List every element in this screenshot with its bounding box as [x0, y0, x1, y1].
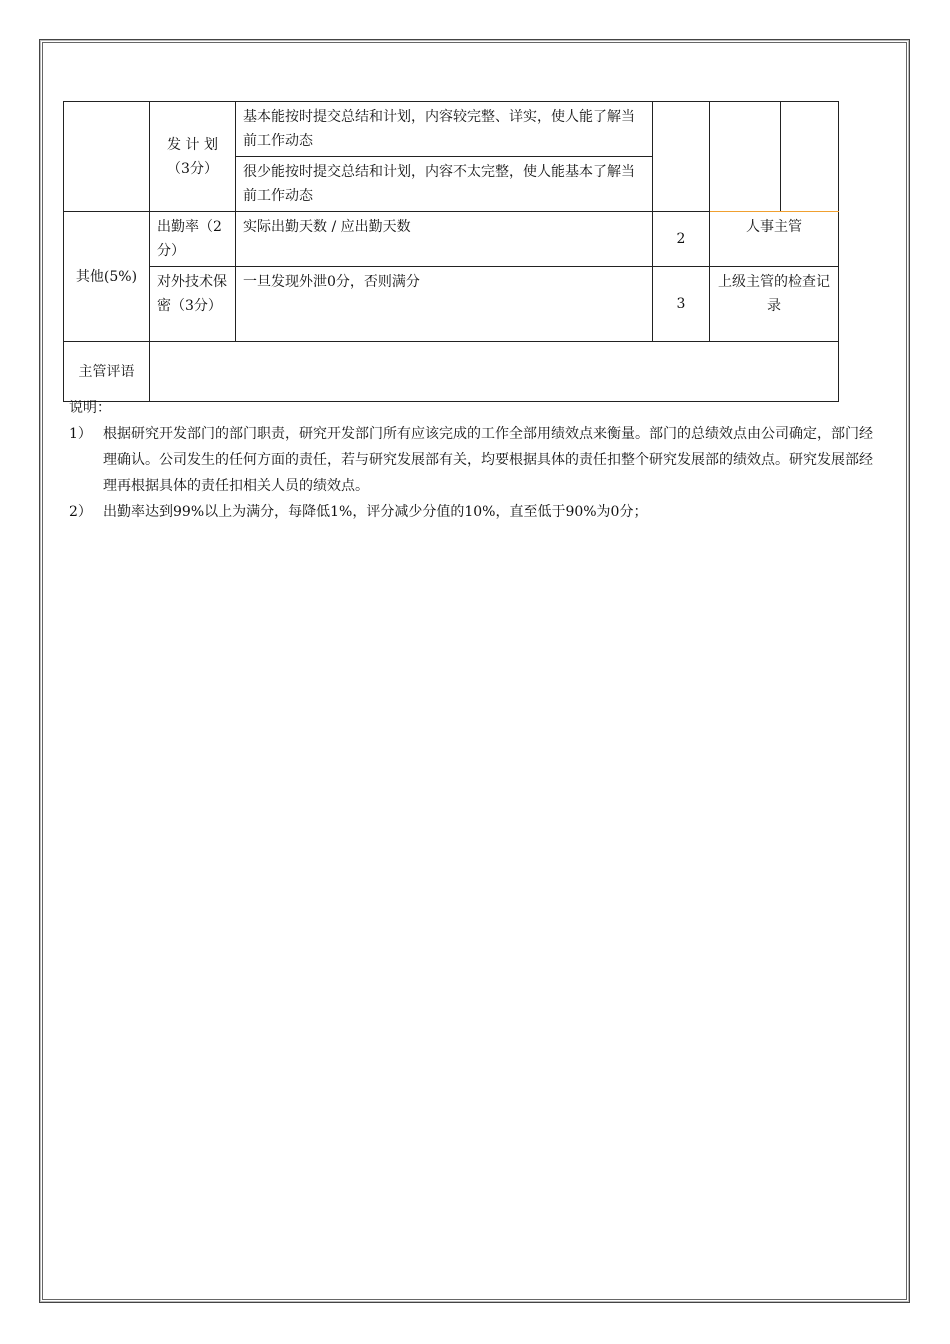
score-attendance: 2	[653, 212, 710, 267]
extra-cell-empty	[781, 102, 839, 212]
note-number: 1）	[69, 426, 92, 442]
criterion-plan	[150, 102, 236, 212]
score-cell-empty	[653, 102, 710, 212]
supervisor-comment-label: 主管评语	[64, 342, 150, 402]
criterion-confidentiality-text: 对外技术保密（3分）	[157, 274, 227, 314]
supervisor-comment-field	[150, 342, 839, 402]
notes-section	[63, 395, 885, 525]
desc-plan-2: 很少能按时提交总结和计划，内容不太完整，使人能基本了解当前工作动态	[236, 157, 653, 212]
assessor-confidentiality: 上级主管的检查记录	[710, 267, 839, 342]
note-item	[63, 421, 885, 499]
desc-attendance: 实际出勤天数 / 应出勤天数	[236, 212, 653, 267]
criterion-attendance	[150, 212, 236, 267]
notes-heading: 说明：	[69, 400, 111, 416]
note-text: 出勤率达到99%以上为满分，每降低1%，评分减少分值的10%，直至低于90%为0分；	[103, 504, 648, 520]
criterion-attendance-text: 出勤率（2分）	[157, 219, 222, 259]
note-item	[63, 499, 885, 525]
assessor-cell-empty	[710, 102, 781, 212]
criterion-plan-text: 发 计 划（3分）	[167, 136, 218, 177]
note-number: 2）	[69, 504, 92, 520]
note-text: 根据研究开发部门的部门职责，研究开发部门所有应该完成的工作全部用绩效点来衡量。部门的总绩效点由公司确定，部门经理确认。公司发生的任何方面的责任，若与研究发展部有关，均要根据具体的责任扣整个研究发展部的绩效点。研究发展部经理再根据具体的责任扣相关人员的绩效点。	[103, 426, 873, 494]
criterion-confidentiality	[150, 267, 236, 342]
category-other: 其他(5%)	[64, 212, 150, 342]
desc-confidentiality: 一旦发现外泄0分，否则满分	[236, 267, 653, 342]
category-cell-empty	[64, 102, 150, 212]
assessor-attendance: 人事主管	[710, 212, 839, 267]
evaluation-table	[63, 101, 839, 402]
score-confidentiality: 3	[653, 267, 710, 342]
desc-plan-1: 基本能按时提交总结和计划，内容较完整、详实，使人能了解当前工作动态	[236, 102, 653, 157]
